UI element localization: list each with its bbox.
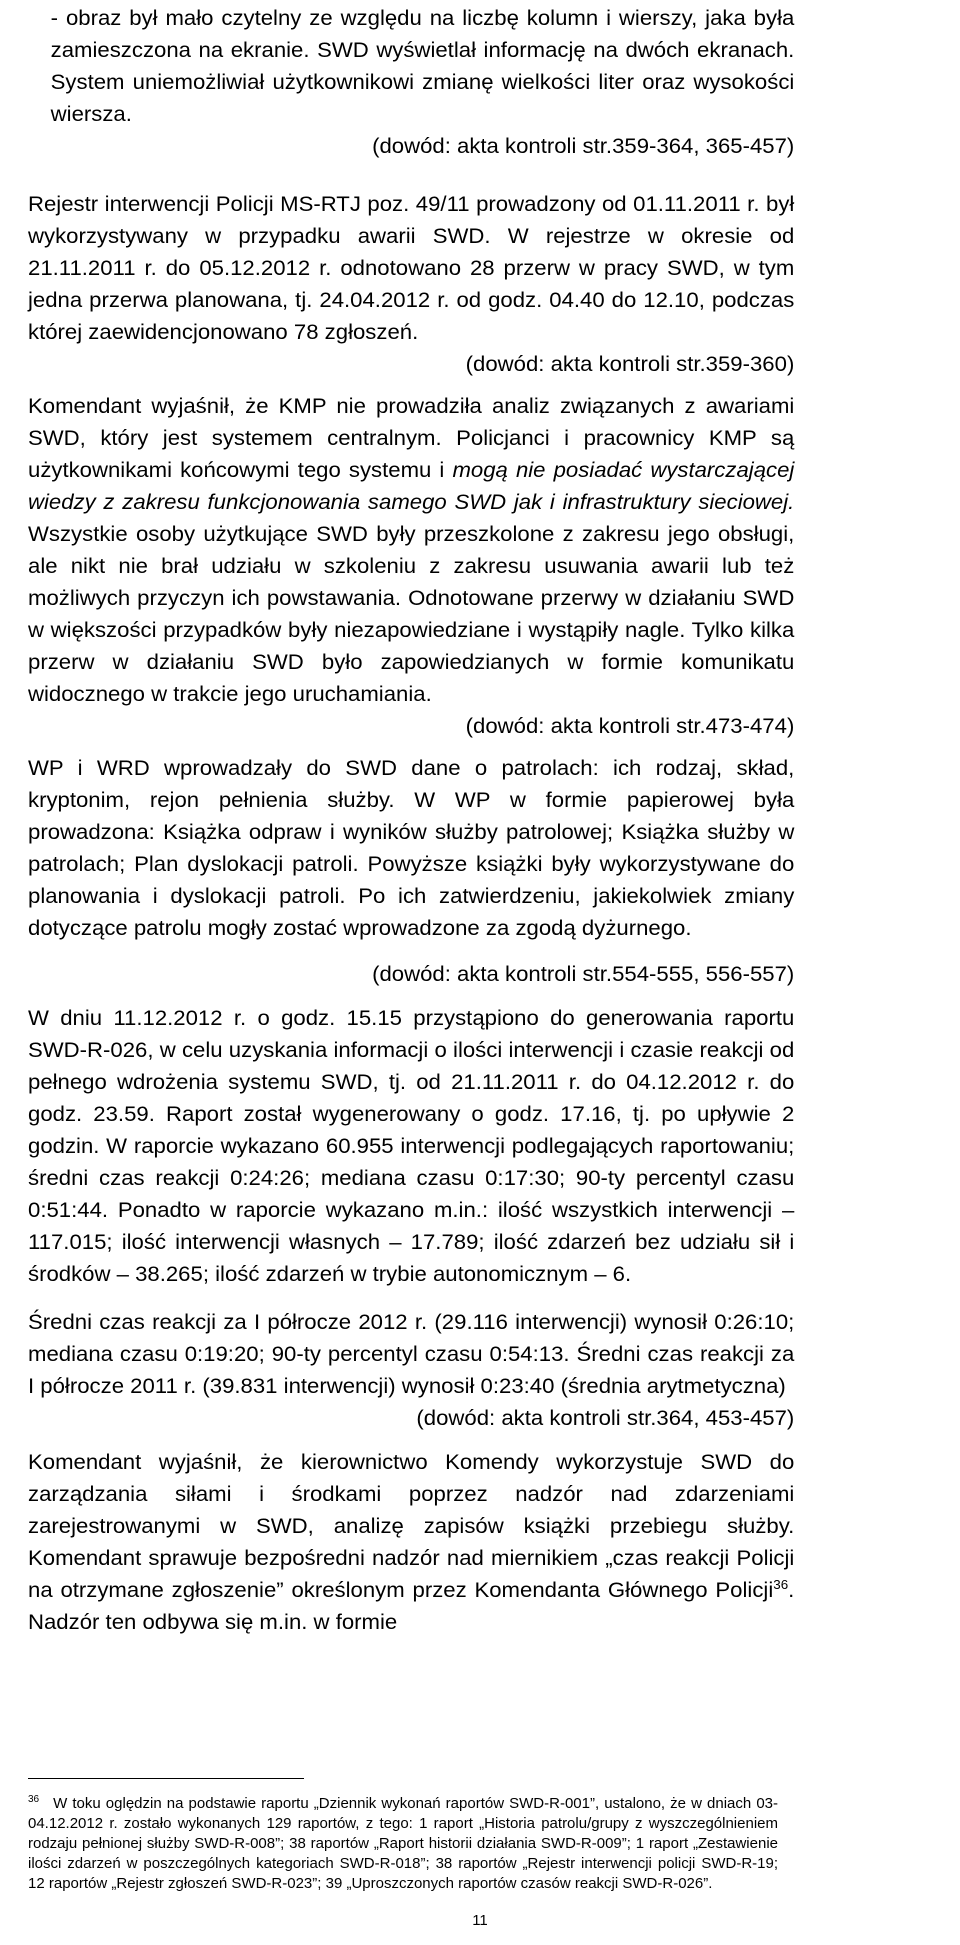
evidence-3-text: (dowód: akta kontroli str.473-474) xyxy=(465,714,795,738)
footnote-reference[interactable]: 36 xyxy=(773,1576,789,1592)
paragraph-4-text: WP i WRD wprowadzały do SWD dane o patrolach: ich rodzaj, skład, kryptonim, rejon pełnienia służby. W WP w formie papierowej była prowadzona: Książka odpraw i wyników służby patrolowej; Książka służby w patrolach; Plan dyslokacji patroli. Powyższe książki były wykorzystywane do planowania i dyslokacji patroli. Po ich zatwierdzeniu, jakiekolwiek zmiany dotyczące patrolu mogły zostać wprowadzone za zgodą dyżurnego. xyxy=(28,756,795,940)
paragraph-6-text: Średni czas reakcji za I półrocze 2012 r. (29.116 interwencji) wynosił 0:26:10; mediana czasu 0:19:20; 90-ty percentyl czasu 0:54:13. Średni czas reakcji za I półrocze 2011 r. (39.831 interwencji) wynosił 0:23:40 (średnia arytmetyczna) xyxy=(28,1310,795,1398)
evidence-1 xyxy=(28,130,794,162)
paragraph-4 xyxy=(28,752,794,944)
paragraph-7-text-b: . Nadzór ten odbywa się m.in. w formie xyxy=(28,1578,795,1634)
paragraph-2-text: Rejestr interwencji Policji MS-RTJ poz. 49/11 prowadzony od 01.11.2011 r. był wykorzystywany w przypadku awarii SWD. W rejestrze w okresie od 21.11.2011 r. do 05.12.2012 r. odnotowano 28 przerw w pracy SWD, w tym jedna przerwa planowana, tj. 24.04.2012 r. od godz. 04.40 do 12.10, podczas której zaewidencjonowano 78 zgłoszeń. xyxy=(28,192,795,344)
evidence-1-text: (dowód: akta kontroli str.359-364, 365-457) xyxy=(372,134,795,158)
evidence-4-text: (dowód: akta kontroli str.554-555, 556-557) xyxy=(372,962,795,986)
evidence-6 xyxy=(28,1402,794,1434)
paragraph-3 xyxy=(28,390,794,710)
paragraph-6 xyxy=(28,1306,794,1402)
paragraph-2 xyxy=(28,188,794,348)
evidence-4 xyxy=(28,958,794,990)
footnote-text: W toku oględzin na podstawie raportu „Dziennik wykonań raportów SWD-R-001”, ustalono, że w dniach 03-04.12.2012 r. zostało wykonanych 129 raportów, z tego: 1 raport „Historia patrolu/grupy z wyszczególnieniem rodzaju pełnionej służby SWD-R-008”; 38 raportów „Raport historii działania SWD-R-009”; 1 raport „Zestawienie ilości zdarzeń w poszczególnych kategoriach SWD-R-018”; 38 raportów „Rejestr interwencji policji SWD-R-19; 12 raportów „Rejestr zgłoszeń SWD-R-023”; 39 „Uproszczonych raportów czasów reakcji SWD-R-026”. xyxy=(28,1795,778,1892)
footnote xyxy=(28,1790,778,1894)
paragraph-7 xyxy=(28,1446,794,1638)
paragraph-7-text-a: Komendant wyjaśnił, że kierownictwo Komendy wykorzystuje SWD do zarządzania siłami i środkami poprzez nadzór nad zdarzeniami zarejestrowanymi w SWD, analizę zapisów książki przebiegu służby. Komendant sprawuje bezpośredni nadzór nad miernikiem „czas reakcji Policji na otrzymane zgłoszenie” określonym przez Komendanta Głównego Policji xyxy=(28,1450,795,1602)
paragraph-5 xyxy=(28,1002,794,1290)
paragraph-1 xyxy=(28,2,794,130)
page-number: 11 xyxy=(472,1912,488,1929)
evidence-2 xyxy=(28,348,794,380)
paragraph-5-text: W dniu 11.12.2012 r. o godz. 15.15 przystąpiono do generowania raportu SWD-R-026, w celu uzyskania informacji o ilości interwencji i czasie reakcji od pełnego wdrożenia systemu SWD, tj. od 21.11.2011 r. do 04.12.2012 r. do godz. 23.59. Raport został wygenerowany o godz. 17.16, tj. po upływie 2 godzin. W raporcie wykazano 60.955 interwencji podlegających raportowaniu; średni czas reakcji 0:24:26; mediana czasu 0:17:30; 90-ty percentyl czasu 0:51:44. Ponadto w raporcie wykazano m.in.: ilość wszystkich interwencji – 117.015; ilość interwencji własnych – 17.789; ilość zdarzeń bez udziału sił i środków – 38.265; ilość zdarzeń w trybie autonomicznym – 6. xyxy=(28,1006,795,1286)
footnote-number: 36 xyxy=(28,1794,40,1805)
footnote-separator xyxy=(28,1778,304,1779)
evidence-3 xyxy=(28,710,794,742)
paragraph-3-text-a: Komendant wyjaśnił, że KMP nie prowadziła analiz związanych z awariami SWD, który jest systemem centralnym. Policjanci i pracownicy KMP są użytkownikami końcowymi tego systemu i xyxy=(28,394,795,482)
evidence-2-text: (dowód: akta kontroli str.359-360) xyxy=(465,352,795,376)
main-text xyxy=(28,0,794,1638)
paragraph-3-italic: mogą nie posiadać wystarczającej wiedzy z zakresu funkcjonowania samego SWD jak i infrastruktury sieciowej. xyxy=(28,458,795,514)
paragraph-1-text: - obraz był mało czytelny ze względu na liczbę kolumn i wierszy, jaka była zamieszczona na ekranie. SWD wyświetlał informację na dwóch ekranach. System uniemożliwiał użytkownikowi zmianę wielkości liter oraz wysokości wiersza. xyxy=(50,6,795,126)
paragraph-3-text-b: Wszystkie osoby użytkujące SWD były przeszkolone z zakresu jego obsługi, ale nikt nie brał udziału w szkoleniu z zakresu usuwania awarii lub też możliwych przyczyn ich powstawania. Odnotowane przerwy w działaniu SWD w większości przypadków były niezapowiedziane i wystąpiły nagle. Tylko kilka przerw w działaniu SWD było zapowiedzianych w formie komunikatu widocznego w trakcie jego uruchamiania. xyxy=(28,522,795,706)
evidence-6-text: (dowód: akta kontroli str.364, 453-457) xyxy=(416,1406,795,1430)
